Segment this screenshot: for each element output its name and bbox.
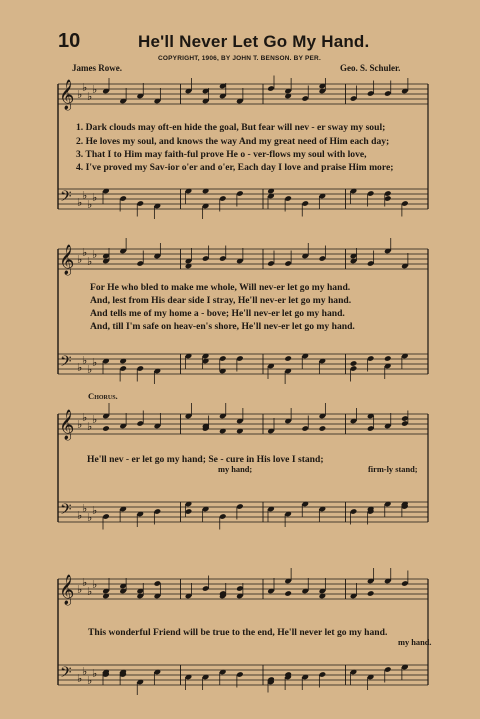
treble-key-3-flat: ♭ <box>82 411 88 424</box>
lyricist: James Rowe. <box>72 63 122 73</box>
treble-notes-4-note <box>284 590 292 597</box>
bass-key-1-flat: ♭ <box>82 189 88 202</box>
verse-4-line-2: And, till I'm safe on heav-en's shore, He'll nev-er let go my hand. <box>90 321 355 332</box>
treble-clef-4: 𝄞 <box>59 575 75 605</box>
verse-3-line-2: And tells me of my home a - bove; He'll nev-er let go my hand. <box>90 308 345 319</box>
verse-2-line-1: 2. He loves my soul, and knows the way And my great need of Him each day; <box>76 136 390 147</box>
chorus-line-2: This wonderful Friend will be true to the end, He'll never let go my hand. <box>88 627 388 638</box>
verse-2-line-2: And, lest from His dear side I stray, He'll nev-er let go my hand. <box>90 295 352 306</box>
bass-key-3-flat: ♭ <box>82 502 88 515</box>
bass-key-3-flat: ♭ <box>87 511 93 524</box>
treble-key-4-flat: ♭ <box>92 578 98 591</box>
treble-notes-4-note <box>367 590 375 597</box>
chorus-line-1: He'll nev - er let go my hand; Se - cure in His love I stand; <box>87 454 324 465</box>
bass-key-1-flat: ♭ <box>87 198 93 211</box>
bass-notes-2-note <box>284 355 292 362</box>
bass-key-4-flat: ♭ <box>87 674 93 687</box>
bass-clef-4: 𝄢 <box>60 664 72 685</box>
chorus-bass-echo-3: my hand. <box>398 638 432 647</box>
treble-notes-3-note <box>319 425 327 432</box>
bass-key-1-flat: ♭ <box>77 196 83 209</box>
bass-key-2-flat: ♭ <box>92 356 98 369</box>
bass-notes-2-note <box>350 360 358 367</box>
bass-key-2-flat: ♭ <box>82 354 88 367</box>
treble-key-2-flat: ♭ <box>92 248 98 261</box>
bass-key-2-flat: ♭ <box>87 363 93 376</box>
treble-key-2-flat: ♭ <box>87 255 93 268</box>
chorus-label: Chorus. <box>88 391 118 401</box>
chorus-bass-echo-1: my hand; <box>218 465 253 474</box>
treble-key-3-flat: ♭ <box>87 420 93 433</box>
bass-key-3-flat: ♭ <box>77 509 83 522</box>
treble-key-1-flat: ♭ <box>77 88 83 101</box>
composer: Geo. S. Schuler. <box>340 63 401 73</box>
treble-key-4-flat: ♭ <box>77 583 83 596</box>
bass-key-4-flat: ♭ <box>82 665 88 678</box>
treble-key-1-flat: ♭ <box>87 90 93 103</box>
bass-notes-2-note <box>384 355 392 362</box>
hymn-title: He'll Never Let Go My Hand. <box>138 32 370 51</box>
treble-key-3-flat: ♭ <box>92 413 98 426</box>
treble-key-4-flat: ♭ <box>82 576 88 589</box>
treble-key-4-flat: ♭ <box>87 585 93 598</box>
treble-key-2-flat: ♭ <box>77 253 83 266</box>
treble-key-2-flat: ♭ <box>82 246 88 259</box>
treble-clef-1: 𝄞 <box>59 80 75 110</box>
bass-key-4-flat: ♭ <box>92 667 98 680</box>
bass-clef-1: 𝄢 <box>60 188 72 209</box>
bass-clef-3: 𝄢 <box>60 501 72 522</box>
bass-clef-2: 𝄢 <box>60 353 72 374</box>
bass-key-3-flat: ♭ <box>92 504 98 517</box>
treble-key-1-flat: ♭ <box>92 83 98 96</box>
verse-1-line-2: For He who bled to make me whole, Will nev-er let go my hand. <box>90 282 351 293</box>
treble-notes-3-note <box>102 425 110 432</box>
chorus-bass-echo-2: firm-ly stand; <box>368 465 418 474</box>
copyright-notice: COPYRIGHT, 1906, BY JOHN T. BENSON. BY PER. <box>158 55 321 62</box>
hymn-number: 10 <box>58 30 81 52</box>
bass-key-2-flat: ♭ <box>77 361 83 374</box>
treble-key-1-flat: ♭ <box>82 81 88 94</box>
treble-clef-3: 𝄞 <box>59 410 75 440</box>
verse-4-line-1: 4. I've proved my Sav-ior o'er and o'er, Each day I love and praise Him more; <box>76 162 394 173</box>
treble-key-3-flat: ♭ <box>77 418 83 431</box>
treble-clef-2: 𝄞 <box>59 245 75 275</box>
verse-1-line-1: 1. Dark clouds may oft-en hide the goal, But fear will nev - er sway my soul; <box>76 122 386 133</box>
bass-key-1-flat: ♭ <box>92 191 98 204</box>
verse-3-line-1: 3. That I to Him may faith-ful prove He o - ver-flows my soul with love, <box>76 149 367 160</box>
bass-key-4-flat: ♭ <box>77 672 83 685</box>
